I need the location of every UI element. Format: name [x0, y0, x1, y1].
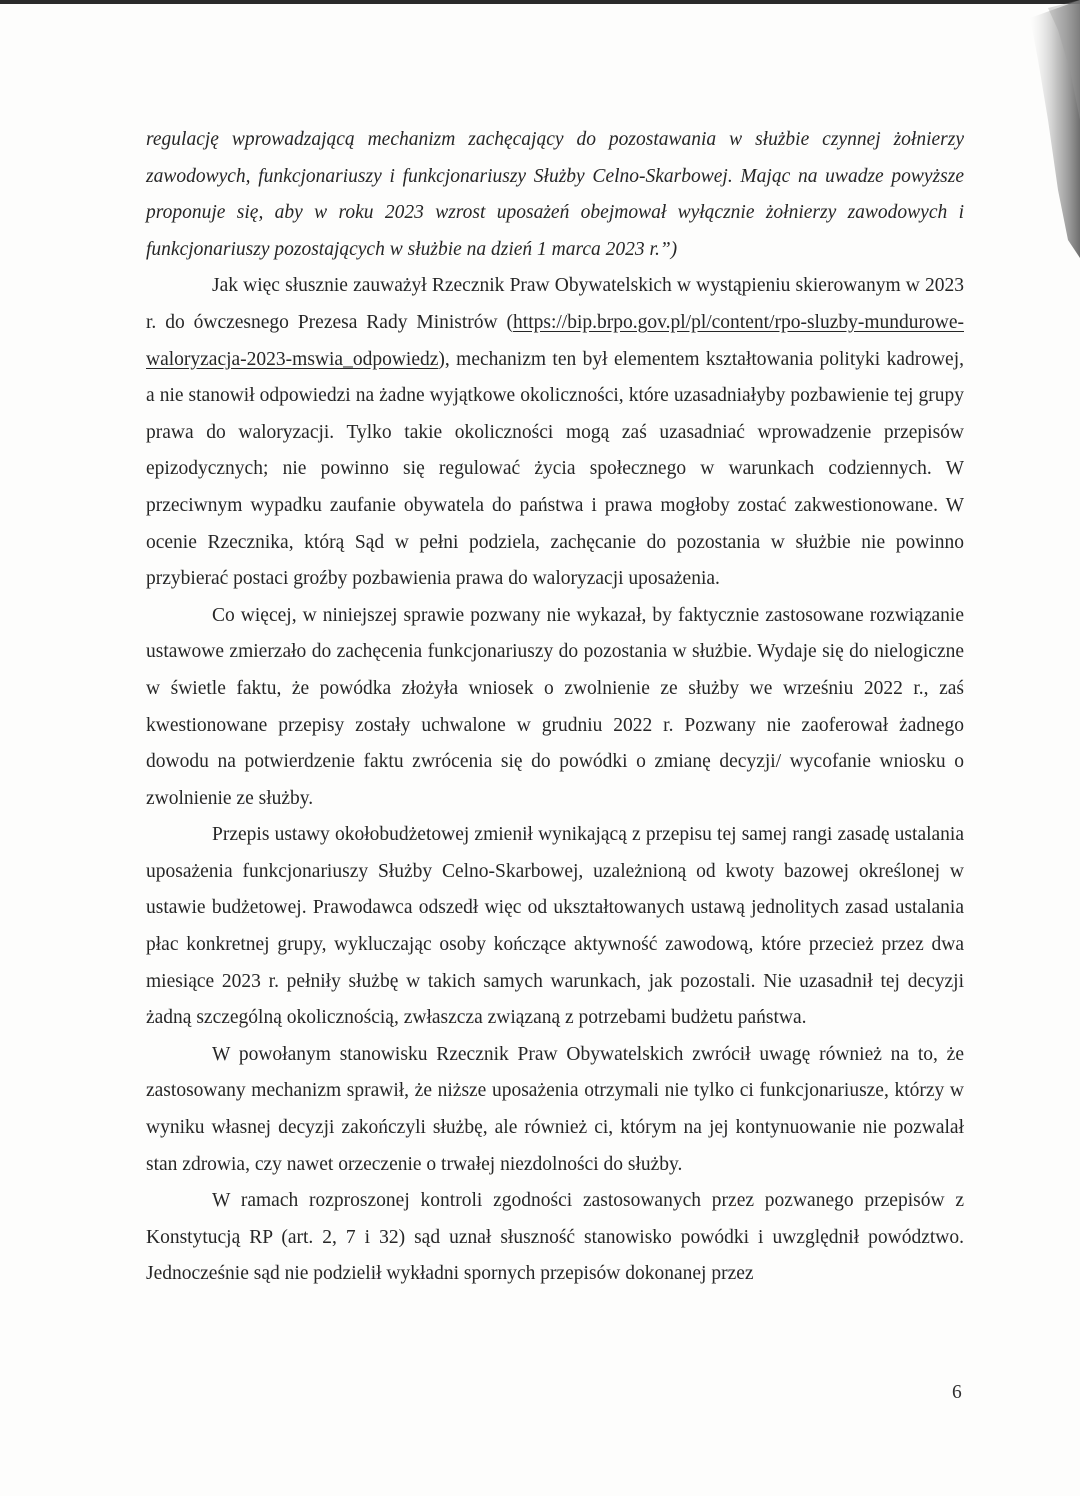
paragraph-rpo-statement [146, 268, 964, 597]
paragraph-text-before-link: Jak więc słusznie zauważył Rzecznik Praw Obywatelskich w wystąpieniu skierowanym w 2023 r. do ówczesnego Prezesa Rady Ministrów ( [146, 275, 964, 333]
quoted-paragraph: regulację wprowadzającą mechanizm zachęcający do pozostawania w służbie czynnej żołnierzy zawodowych, funkcjonariuszy i funkcjonariuszy Służby Celno-Skarbowej. Mając na uwadze powyższe proponuje się, aby w roku 2023 wzrost uposażeń obejmował wyłącznie żołnierzy zawodowych i funkcjonariuszy pozostających w służbie na dzień 1 marca 2023 r.”) [146, 129, 964, 260]
document-body [146, 122, 964, 1293]
paragraph-defendant-evidence: Co więcej, w niniejszej sprawie pozwany nie wykazał, by faktycznie zastosowane rozwiązanie ustawowe zmierzało do zachęcenia funkcjonariuszy do pozostania w służbie. Wydaje się do nielogiczne w świetle faktu, że powódka złożyła wniosek o zwolnienie ze służby we wrześniu 2022 r., zaś kwestionowane przepisy zostały uchwalone w grudniu 2022 r. Pozwany nie zaoferował żadnego dowodu na potwierdzenie faktu zwrócenia się do powódki o zmianę decyzji/ wycofanie wniosku o zwolnienie ze służby. [146, 604, 964, 809]
scan-top-edge [0, 0, 1080, 4]
paragraph-constitutional-review: W ramach rozproszonej kontroli zgodności zastosowanych przez pozwanego przepisów z Konstytucją RP (art. 2, 7 i 32) sąd uznał słuszność stanowisko powódki i uwzględnił powództwo. Jednocześnie sąd nie podzielił wykładni spornych przepisów dokonanej przez [146, 1190, 964, 1285]
rpo-link[interactable]: https://bip.brpo.gov.pl/pl/content/rpo-sluzby-mundurowe-waloryzacja-2023-mswia_odpowiedz [146, 311, 964, 370]
paragraph-budget-act: Przepis ustawy okołobudżetowej zmienił wynikającą z przepisu tej samej rangi zasadę ustalania uposażenia funkcjonariuszy Służby Celno-Skarbowej, uzależnioną od kwoty bazowej określonej w ustawie budżetowej. Prawodawca odszedł więc od ukształtowanych ustawą jednolitych zasad ustalania płac konkretnej grupy, wykluczając osoby kończące aktywność zawodową, które przecież przez dwa miesiące 2023 r. pełniły służbę w takich samych warunkach, jak pozostali. Nie uzasadnił tej decyzji żadną szczególną okolicznością, zwłaszcza związaną z potrzebami budżetu państwa. [146, 824, 964, 1029]
paragraph-text-after-link: ), mechanizm ten był elementem kształtowania polityki kadrowej, a nie stanowił odpowiedzi na żadne wyjątkowe okoliczności, które uzasadniałyby pozbawienie tej grupy prawa do waloryzacji. Tylko takie okoliczności mogą zaś uzasadniać wprowadzenie przepisów epizodycznych; nie powinno się regulować życia społecznego w warunkach codziennych. W przeciwnym wypadku zaufanie obywatela do państwa i prawa mogłoby zostać zakwestionowane. W ocenie Rzecznika, którą Sąd w pełni podziela, zachęcanie do pozostania w służbie nie powinno przybierać postaci groźby pozbawienia prawa do waloryzacji uposażenia. [146, 348, 964, 590]
page-number: 6 [952, 1382, 962, 1403]
paragraph-rpo-health: W powołanym stanowisku Rzecznik Praw Obywatelskich zwrócił uwagę również na to, że zastosowany mechanizm sprawił, że niższe uposażenia otrzymali nie tylko ci funkcjonariusze, którzy w wyniku własnej decyzji zakończyli służbę, ale również ci, którym na jej kontynuowanie nie pozwalał stan zdrowia, czy nawet orzeczenie o trwałej niezdolności do służby. [146, 1043, 964, 1175]
